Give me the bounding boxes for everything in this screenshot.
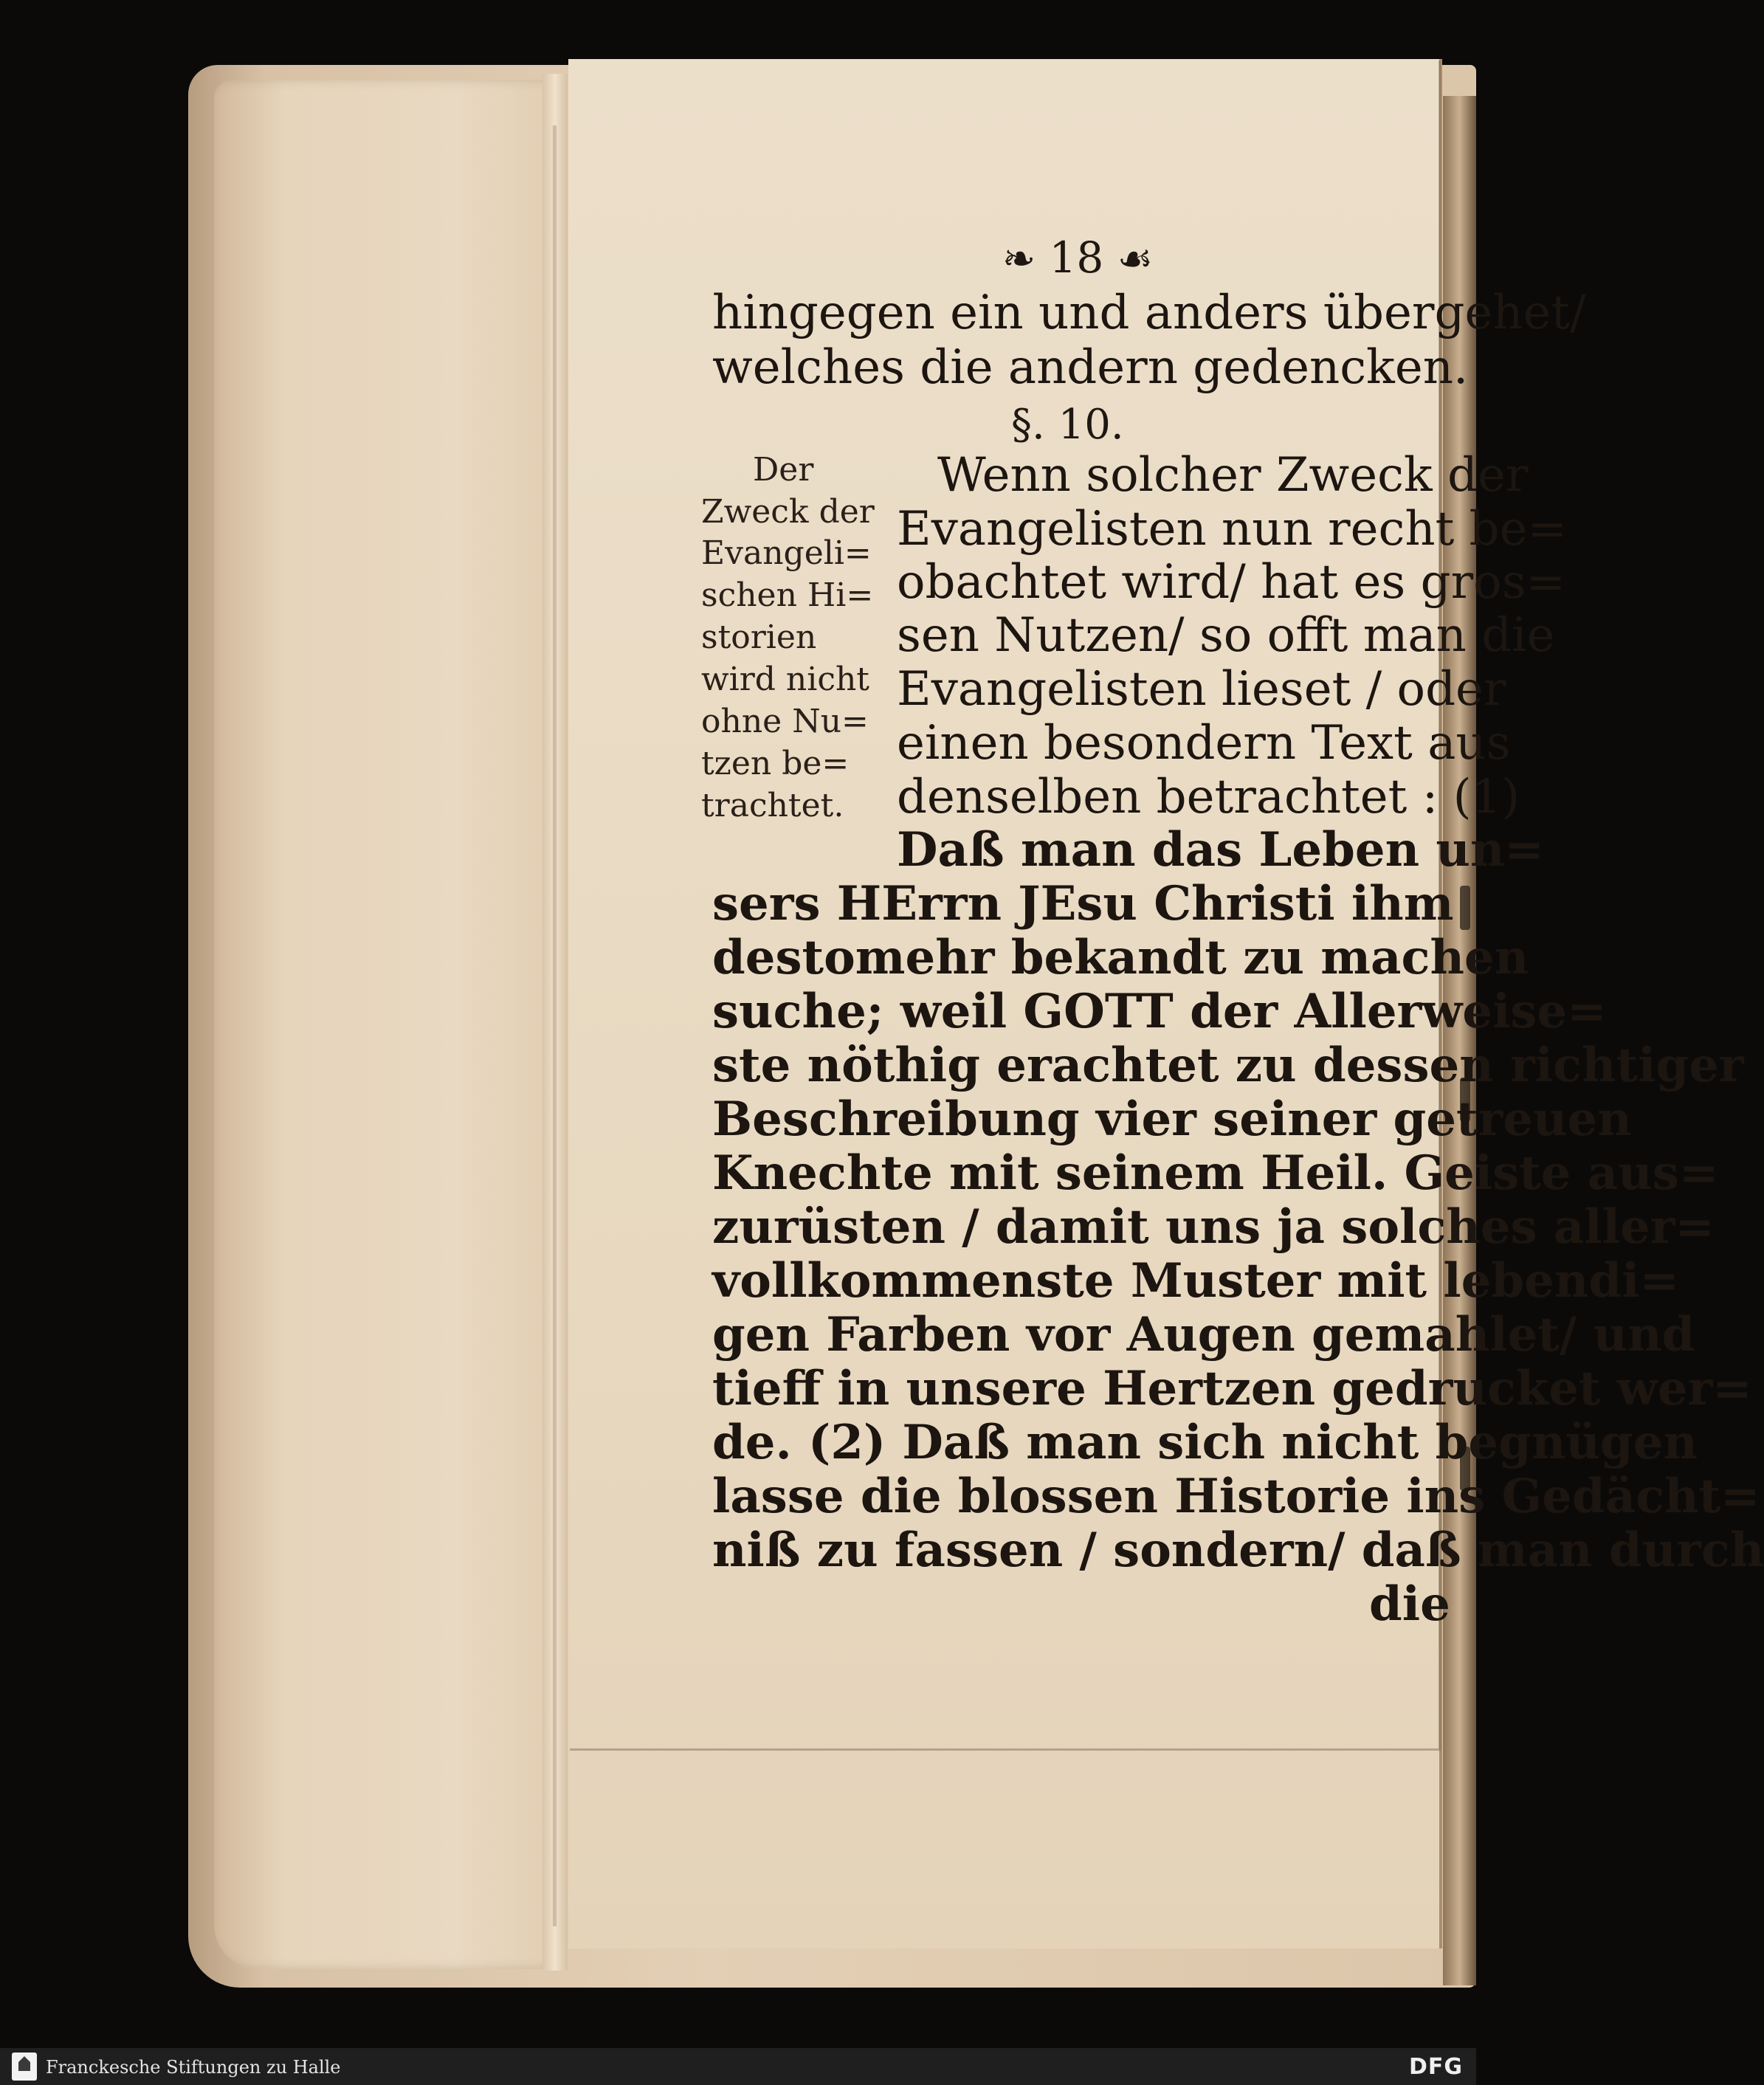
text-line: destomehr bekandt zu machen [712,930,1529,985]
marginal-note-line: ohne Nu= [701,703,869,740]
text-line: lasse die blossen Historie ins Gedächt= [712,1469,1760,1524]
text-line: gen Farben vor Augen gemahlet/ und [712,1307,1695,1362]
text-line: hingegen ein und anders übergehet/ [712,286,1586,340]
section-heading: §. 10. [1011,401,1124,449]
page-number: 18 [1049,232,1104,283]
left-page-leaf [214,80,561,1969]
marginal-note-line: Zweck der [701,493,875,531]
text-line: sen Nutzen/ so offt man die [897,608,1555,663]
text-line: Wenn solcher Zweck der [937,448,1529,503]
institution-logo-icon[interactable] [12,2053,37,2081]
text-line: Evangelisten nun recht be= [897,502,1568,556]
marginal-note-line: storien [701,618,817,656]
text-line: obachtet wird/ hat es gros= [897,555,1566,610]
stitch-line [553,125,557,1926]
page-header [974,232,1181,283]
ornament-right-icon: ☙ [1117,235,1154,282]
text-line: denselben betrachtet : (1) [897,770,1520,824]
text-line: Daß man das Leben un= [897,822,1545,878]
marginal-note-line: Evangeli= [701,534,872,572]
text-line: niß zu fassen / sondern/ daß man durch [712,1523,1764,1578]
marginal-note-line: trachtet. [701,787,844,824]
institution-name: Franckesche Stiftungen zu Halle [46,2057,341,2078]
text-line: suche; weil GOTT der Allerweise= [712,984,1607,1039]
text-line: vollkommenste Muster mit lebendi= [712,1253,1680,1309]
edge-mark [1460,886,1470,930]
marginal-note-line: schen Hi= [701,576,874,614]
text-line: de. (2) Daß man sich nicht begnügen [712,1415,1698,1470]
text-line: Beschreibung vier seiner getreuen [712,1092,1632,1147]
ornament-left-icon: ❧ [1002,235,1036,282]
text-line: ste nöthig erachtet zu dessen richtiger [712,1038,1744,1093]
dfg-logo[interactable]: DFG [1408,2054,1463,2080]
binding-gutter [542,74,568,1971]
marginal-note-line: Der [753,451,814,489]
text-line: Evangelisten lieset / oder [897,662,1506,717]
text-line: tieff in unsere Hertzen gedrucket wer= [712,1361,1752,1416]
text-line: einen besondern Text aus [897,716,1511,771]
viewer-footer-bar [0,2048,1476,2085]
marginal-note-line: wird nicht [701,661,869,698]
text-line: zurüsten / damit uns ja solches aller= [712,1199,1715,1255]
catchword: die [1369,1576,1450,1632]
text-line: Knechte mit seinem Heil. Geiste aus= [712,1145,1719,1201]
text-line: welches die andern gedencken. [712,340,1469,395]
text-line: sers HErrn JEsu Christi ihm [712,876,1454,931]
marginal-note-line: tzen be= [701,745,850,782]
